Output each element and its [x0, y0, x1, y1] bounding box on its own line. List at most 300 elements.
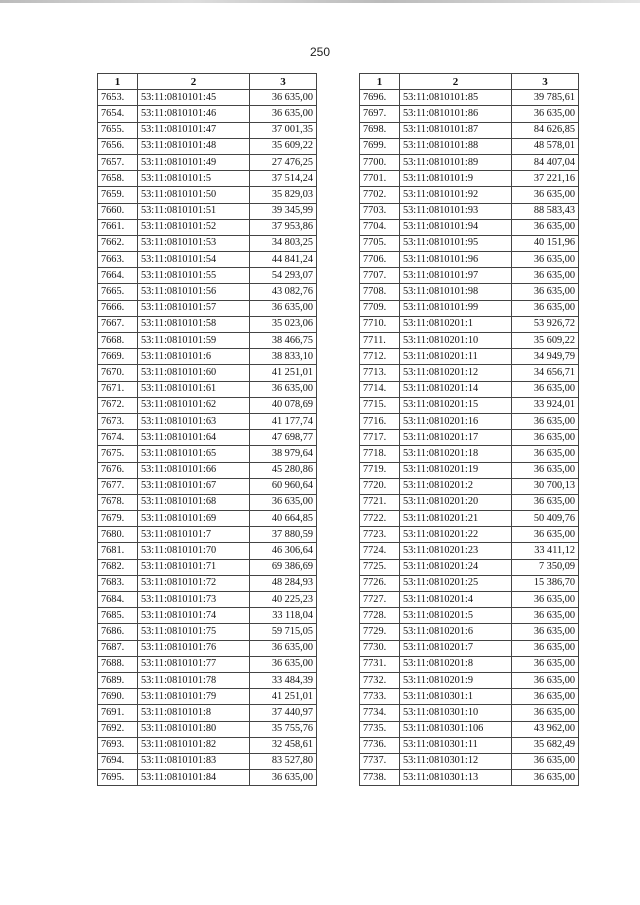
- cadastral-number: 53:11:0810101:60: [138, 365, 250, 381]
- value-cell: 84 407,04: [512, 154, 579, 170]
- row-number: 7715.: [360, 397, 400, 413]
- table-row: [360, 575, 579, 591]
- cadastral-number: 53:11:0810101:55: [138, 268, 250, 284]
- value-cell: 36 635,00: [512, 446, 579, 462]
- table-row: [98, 252, 317, 268]
- value-cell: 40 664,85: [250, 511, 317, 527]
- row-number: 7655.: [98, 122, 138, 138]
- row-number: 7703.: [360, 203, 400, 219]
- table-row: [360, 316, 579, 332]
- cadastral-number: 53:11:0810201:25: [400, 575, 512, 591]
- row-number: 7696.: [360, 90, 400, 106]
- table-row: [98, 300, 317, 316]
- value-cell: 33 924,01: [512, 397, 579, 413]
- value-cell: 36 635,00: [512, 252, 579, 268]
- cadastral-number: 53:11:0810101:73: [138, 592, 250, 608]
- row-number: 7719.: [360, 462, 400, 478]
- cadastral-number: 53:11:0810101:84: [138, 770, 250, 786]
- value-cell: 40 078,69: [250, 397, 317, 413]
- table-row: [98, 478, 317, 494]
- table-row: [98, 430, 317, 446]
- row-number: 7709.: [360, 300, 400, 316]
- row-number: 7672.: [98, 397, 138, 413]
- cadastral-number: 53:11:0810101:63: [138, 413, 250, 429]
- cadastral-number: 53:11:0810101:46: [138, 106, 250, 122]
- page-number: 250: [309, 45, 331, 59]
- cadastral-number: 53:11:0810101:53: [138, 235, 250, 251]
- cadastral-number: 53:11:0810101:57: [138, 300, 250, 316]
- row-number: 7664.: [98, 268, 138, 284]
- value-cell: 36 635,00: [512, 770, 579, 786]
- cadastral-number: 53:11:0810201:24: [400, 559, 512, 575]
- table-row: [98, 413, 317, 429]
- row-number: 7667.: [98, 316, 138, 332]
- row-number: 7680.: [98, 527, 138, 543]
- value-cell: 36 635,00: [512, 640, 579, 656]
- cadastral-number: 53:11:0810101:58: [138, 316, 250, 332]
- value-cell: 46 306,64: [250, 543, 317, 559]
- cadastral-number: 53:11:0810301:11: [400, 737, 512, 753]
- value-cell: 30 700,13: [512, 478, 579, 494]
- value-cell: 36 635,00: [250, 770, 317, 786]
- table-row: [360, 478, 579, 494]
- value-cell: 47 698,77: [250, 430, 317, 446]
- value-cell: 40 225,23: [250, 592, 317, 608]
- cadastral-number: 53:11:0810201:17: [400, 430, 512, 446]
- table-row: [360, 672, 579, 688]
- table-row: [360, 640, 579, 656]
- row-number: 7660.: [98, 203, 138, 219]
- cadastral-number: 53:11:0810101:54: [138, 252, 250, 268]
- cadastral-number: 53:11:0810101:88: [400, 138, 512, 154]
- value-cell: 36 635,00: [512, 381, 579, 397]
- left-table: [97, 73, 317, 786]
- value-cell: 37 221,16: [512, 171, 579, 187]
- cadastral-number: 53:11:0810101:7: [138, 527, 250, 543]
- cadastral-number: 53:11:0810101:45: [138, 90, 250, 106]
- row-number: 7711.: [360, 333, 400, 349]
- cadastral-number: 53:11:0810101:85: [400, 90, 512, 106]
- row-number: 7729.: [360, 624, 400, 640]
- table-row: [360, 721, 579, 737]
- row-number: 7684.: [98, 592, 138, 608]
- cadastral-number: 53:11:0810101:49: [138, 154, 250, 170]
- table-row: [98, 608, 317, 624]
- row-number: 7662.: [98, 235, 138, 251]
- cadastral-number: 53:11:0810101:75: [138, 624, 250, 640]
- table-row: [360, 106, 579, 122]
- cadastral-number: 53:11:0810101:50: [138, 187, 250, 203]
- table-row: [360, 624, 579, 640]
- table-row: [360, 187, 579, 203]
- value-cell: 48 284,93: [250, 575, 317, 591]
- table-row: [98, 187, 317, 203]
- value-cell: 34 803,25: [250, 235, 317, 251]
- cadastral-number: 53:11:0810101:89: [400, 154, 512, 170]
- row-number: 7671.: [98, 381, 138, 397]
- table-row: [360, 559, 579, 575]
- row-number: 7656.: [98, 138, 138, 154]
- cadastral-number: 53:11:0810101:64: [138, 430, 250, 446]
- value-cell: 36 635,00: [512, 494, 579, 510]
- table-row: [98, 770, 317, 786]
- table-row: [360, 753, 579, 769]
- cadastral-number: 53:11:0810101:62: [138, 397, 250, 413]
- row-number: 7707.: [360, 268, 400, 284]
- cadastral-number: 53:11:0810201:2: [400, 478, 512, 494]
- row-number: 7726.: [360, 575, 400, 591]
- table-row: [98, 365, 317, 381]
- cadastral-number: 53:11:0810101:99: [400, 300, 512, 316]
- table-row: [360, 446, 579, 462]
- table-row: [98, 446, 317, 462]
- table-row: [360, 268, 579, 284]
- cadastral-number: 53:11:0810101:48: [138, 138, 250, 154]
- cadastral-number: 53:11:0810101:65: [138, 446, 250, 462]
- value-cell: 39 785,61: [512, 90, 579, 106]
- row-number: 7701.: [360, 171, 400, 187]
- cadastral-number: 53:11:0810101:80: [138, 721, 250, 737]
- value-cell: 35 609,22: [512, 333, 579, 349]
- table-row: [98, 640, 317, 656]
- table-row: [360, 430, 579, 446]
- table-row: [360, 737, 579, 753]
- cadastral-number: 53:11:0810101:87: [400, 122, 512, 138]
- table-row: [98, 656, 317, 672]
- scan-edge-artifact: [0, 0, 640, 3]
- cadastral-number: 53:11:0810201:11: [400, 349, 512, 365]
- table-row: [360, 284, 579, 300]
- cadastral-number: 53:11:0810301:10: [400, 705, 512, 721]
- value-cell: 36 635,00: [250, 90, 317, 106]
- row-number: 7735.: [360, 721, 400, 737]
- value-cell: 54 293,07: [250, 268, 317, 284]
- table-row: [98, 316, 317, 332]
- value-cell: 36 635,00: [250, 640, 317, 656]
- cadastral-number: 53:11:0810101:70: [138, 543, 250, 559]
- row-number: 7706.: [360, 252, 400, 268]
- value-cell: 36 635,00: [512, 656, 579, 672]
- value-cell: 7 350,09: [512, 559, 579, 575]
- row-number: 7721.: [360, 494, 400, 510]
- column-header: 2: [400, 74, 512, 90]
- table-row: [98, 349, 317, 365]
- row-number: 7676.: [98, 462, 138, 478]
- row-number: 7716.: [360, 413, 400, 429]
- cadastral-number: 53:11:0810101:67: [138, 478, 250, 494]
- row-number: 7678.: [98, 494, 138, 510]
- column-header: 3: [512, 74, 579, 90]
- cadastral-number: 53:11:0810201:15: [400, 397, 512, 413]
- value-cell: 41 251,01: [250, 689, 317, 705]
- column-header: 2: [138, 74, 250, 90]
- table-row: [98, 397, 317, 413]
- row-number: 7710.: [360, 316, 400, 332]
- cadastral-number: 53:11:0810201:9: [400, 672, 512, 688]
- value-cell: 84 626,85: [512, 122, 579, 138]
- cadastral-number: 53:11:0810101:69: [138, 511, 250, 527]
- row-number: 7668.: [98, 333, 138, 349]
- cadastral-number: 53:11:0810101:71: [138, 559, 250, 575]
- table-row: [360, 122, 579, 138]
- value-cell: 37 001,35: [250, 122, 317, 138]
- value-cell: 36 635,00: [512, 430, 579, 446]
- value-cell: 43 082,76: [250, 284, 317, 300]
- row-number: 7702.: [360, 187, 400, 203]
- row-number: 7718.: [360, 446, 400, 462]
- cadastral-number: 53:11:0810101:86: [400, 106, 512, 122]
- value-cell: 36 635,00: [512, 284, 579, 300]
- table-row: [98, 543, 317, 559]
- value-cell: 37 514,24: [250, 171, 317, 187]
- row-number: 7681.: [98, 543, 138, 559]
- row-number: 7694.: [98, 753, 138, 769]
- cadastral-number: 53:11:0810201:12: [400, 365, 512, 381]
- row-number: 7717.: [360, 430, 400, 446]
- row-number: 7697.: [360, 106, 400, 122]
- cadastral-number: 53:11:0810201:22: [400, 527, 512, 543]
- value-cell: 59 715,05: [250, 624, 317, 640]
- table-row: [98, 219, 317, 235]
- cadastral-number: 53:11:0810201:20: [400, 494, 512, 510]
- table-row: [360, 171, 579, 187]
- value-cell: 34 656,71: [512, 365, 579, 381]
- row-number: 7669.: [98, 349, 138, 365]
- cadastral-number: 53:11:0810201:4: [400, 592, 512, 608]
- table-row: [98, 592, 317, 608]
- table-row: [360, 527, 579, 543]
- row-number: 7653.: [98, 90, 138, 106]
- row-number: 7724.: [360, 543, 400, 559]
- cadastral-number: 53:11:0810101:59: [138, 333, 250, 349]
- cadastral-number: 53:11:0810101:78: [138, 672, 250, 688]
- table-row: [98, 235, 317, 251]
- cadastral-number: 53:11:0810201:7: [400, 640, 512, 656]
- row-number: 7708.: [360, 284, 400, 300]
- cadastral-number: 53:11:0810101:8: [138, 705, 250, 721]
- column-header: 1: [360, 74, 400, 90]
- cadastral-number: 53:11:0810101:56: [138, 284, 250, 300]
- value-cell: 88 583,43: [512, 203, 579, 219]
- row-number: 7686.: [98, 624, 138, 640]
- cadastral-number: 53:11:0810101:94: [400, 219, 512, 235]
- value-cell: 37 880,59: [250, 527, 317, 543]
- table-row: [98, 203, 317, 219]
- value-cell: 36 635,00: [250, 106, 317, 122]
- value-cell: 83 527,80: [250, 753, 317, 769]
- value-cell: 53 926,72: [512, 316, 579, 332]
- row-number: 7720.: [360, 478, 400, 494]
- table-row: [360, 608, 579, 624]
- cadastral-number: 53:11:0810101:68: [138, 494, 250, 510]
- row-number: 7713.: [360, 365, 400, 381]
- row-number: 7723.: [360, 527, 400, 543]
- table-row: [360, 138, 579, 154]
- cadastral-number: 53:11:0810201:10: [400, 333, 512, 349]
- cadastral-number: 53:11:0810201:1: [400, 316, 512, 332]
- value-cell: 38 833,10: [250, 349, 317, 365]
- table-row: [360, 770, 579, 786]
- cadastral-number: 53:11:0810201:19: [400, 462, 512, 478]
- cadastral-number: 53:11:0810201:6: [400, 624, 512, 640]
- table-row: [98, 511, 317, 527]
- table-row: [360, 235, 579, 251]
- table-row: [98, 624, 317, 640]
- cadastral-number: 53:11:0810101:6: [138, 349, 250, 365]
- value-cell: 38 979,64: [250, 446, 317, 462]
- cadastral-number: 53:11:0810101:92: [400, 187, 512, 203]
- value-cell: 36 635,00: [512, 462, 579, 478]
- table-row: [360, 543, 579, 559]
- value-cell: 36 635,00: [512, 219, 579, 235]
- row-number: 7663.: [98, 252, 138, 268]
- table-row: [98, 171, 317, 187]
- row-number: 7704.: [360, 219, 400, 235]
- row-number: 7714.: [360, 381, 400, 397]
- row-number: 7728.: [360, 608, 400, 624]
- value-cell: 69 386,69: [250, 559, 317, 575]
- table-row: [98, 381, 317, 397]
- row-number: 7732.: [360, 672, 400, 688]
- value-cell: 36 635,00: [512, 592, 579, 608]
- row-number: 7665.: [98, 284, 138, 300]
- cadastral-number: 53:11:0810101:96: [400, 252, 512, 268]
- cadastral-number: 53:11:0810101:72: [138, 575, 250, 591]
- value-cell: 36 635,00: [512, 413, 579, 429]
- value-cell: 34 949,79: [512, 349, 579, 365]
- cadastral-number: 53:11:0810301:13: [400, 770, 512, 786]
- table-row: [360, 656, 579, 672]
- table-row: [98, 559, 317, 575]
- row-number: 7722.: [360, 511, 400, 527]
- row-number: 7730.: [360, 640, 400, 656]
- row-number: 7737.: [360, 753, 400, 769]
- table-row: [360, 592, 579, 608]
- value-cell: 36 635,00: [512, 106, 579, 122]
- value-cell: 35 023,06: [250, 316, 317, 332]
- cadastral-number: 53:11:0810201:14: [400, 381, 512, 397]
- row-number: 7658.: [98, 171, 138, 187]
- value-cell: 38 466,75: [250, 333, 317, 349]
- table-row: [98, 575, 317, 591]
- value-cell: 60 960,64: [250, 478, 317, 494]
- row-number: 7738.: [360, 770, 400, 786]
- value-cell: 35 829,03: [250, 187, 317, 203]
- row-number: 7690.: [98, 689, 138, 705]
- cadastral-number: 53:11:0810201:16: [400, 413, 512, 429]
- row-number: 7727.: [360, 592, 400, 608]
- value-cell: 41 177,74: [250, 413, 317, 429]
- table-row: [98, 527, 317, 543]
- cadastral-number: 53:11:0810201:21: [400, 511, 512, 527]
- right-table: [359, 73, 579, 786]
- cadastral-number: 53:11:0810101:82: [138, 737, 250, 753]
- cadastral-number: 53:11:0810101:66: [138, 462, 250, 478]
- row-number: 7657.: [98, 154, 138, 170]
- value-cell: 33 411,12: [512, 543, 579, 559]
- value-cell: 36 635,00: [512, 689, 579, 705]
- cadastral-number: 53:11:0810101:83: [138, 753, 250, 769]
- row-number: 7699.: [360, 138, 400, 154]
- value-cell: 36 635,00: [250, 381, 317, 397]
- header-row: [98, 74, 317, 90]
- header-row: [360, 74, 579, 90]
- cadastral-number: 53:11:0810101:51: [138, 203, 250, 219]
- table-row: [360, 494, 579, 510]
- row-number: 7693.: [98, 737, 138, 753]
- cadastral-number: 53:11:0810101:5: [138, 171, 250, 187]
- table-row: [98, 106, 317, 122]
- row-number: 7691.: [98, 705, 138, 721]
- value-cell: 44 841,24: [250, 252, 317, 268]
- table-row: [98, 122, 317, 138]
- row-number: 7654.: [98, 106, 138, 122]
- value-cell: 36 635,00: [250, 656, 317, 672]
- table-row: [98, 333, 317, 349]
- cadastral-number: 53:11:0810101:52: [138, 219, 250, 235]
- table-row: [360, 252, 579, 268]
- value-cell: 35 682,49: [512, 737, 579, 753]
- value-cell: 27 476,25: [250, 154, 317, 170]
- table-row: [360, 333, 579, 349]
- value-cell: 36 635,00: [250, 300, 317, 316]
- value-cell: 15 386,70: [512, 575, 579, 591]
- row-number: 7712.: [360, 349, 400, 365]
- value-cell: 35 755,76: [250, 721, 317, 737]
- table-row: [98, 284, 317, 300]
- table-row: [98, 721, 317, 737]
- cadastral-number: 53:11:0810301:106: [400, 721, 512, 737]
- cadastral-number: 53:11:0810101:97: [400, 268, 512, 284]
- table-row: [98, 672, 317, 688]
- value-cell: 36 635,00: [512, 753, 579, 769]
- value-cell: 36 635,00: [512, 608, 579, 624]
- row-number: 7698.: [360, 122, 400, 138]
- cadastral-number: 53:11:0810101:95: [400, 235, 512, 251]
- row-number: 7685.: [98, 608, 138, 624]
- row-number: 7733.: [360, 689, 400, 705]
- cadastral-number: 53:11:0810101:77: [138, 656, 250, 672]
- row-number: 7666.: [98, 300, 138, 316]
- table-row: [360, 219, 579, 235]
- value-cell: 36 635,00: [512, 624, 579, 640]
- table-row: [360, 300, 579, 316]
- cadastral-number: 53:11:0810101:93: [400, 203, 512, 219]
- row-number: 7734.: [360, 705, 400, 721]
- cadastral-number: 53:11:0810201:5: [400, 608, 512, 624]
- value-cell: 48 578,01: [512, 138, 579, 154]
- value-cell: 50 409,76: [512, 511, 579, 527]
- table-row: [360, 397, 579, 413]
- cadastral-number: 53:11:0810101:98: [400, 284, 512, 300]
- value-cell: 36 635,00: [512, 527, 579, 543]
- value-cell: 32 458,61: [250, 737, 317, 753]
- row-number: 7705.: [360, 235, 400, 251]
- cadastral-number: 53:11:0810301:1: [400, 689, 512, 705]
- row-number: 7674.: [98, 430, 138, 446]
- cadastral-number: 53:11:0810201:23: [400, 543, 512, 559]
- value-cell: 36 635,00: [512, 300, 579, 316]
- table-row: [98, 737, 317, 753]
- cadastral-number: 53:11:0810101:61: [138, 381, 250, 397]
- row-number: 7687.: [98, 640, 138, 656]
- cadastral-number: 53:11:0810101:74: [138, 608, 250, 624]
- value-cell: 36 635,00: [512, 705, 579, 721]
- cadastral-number: 53:11:0810101:76: [138, 640, 250, 656]
- row-number: 7725.: [360, 559, 400, 575]
- row-number: 7659.: [98, 187, 138, 203]
- row-number: 7670.: [98, 365, 138, 381]
